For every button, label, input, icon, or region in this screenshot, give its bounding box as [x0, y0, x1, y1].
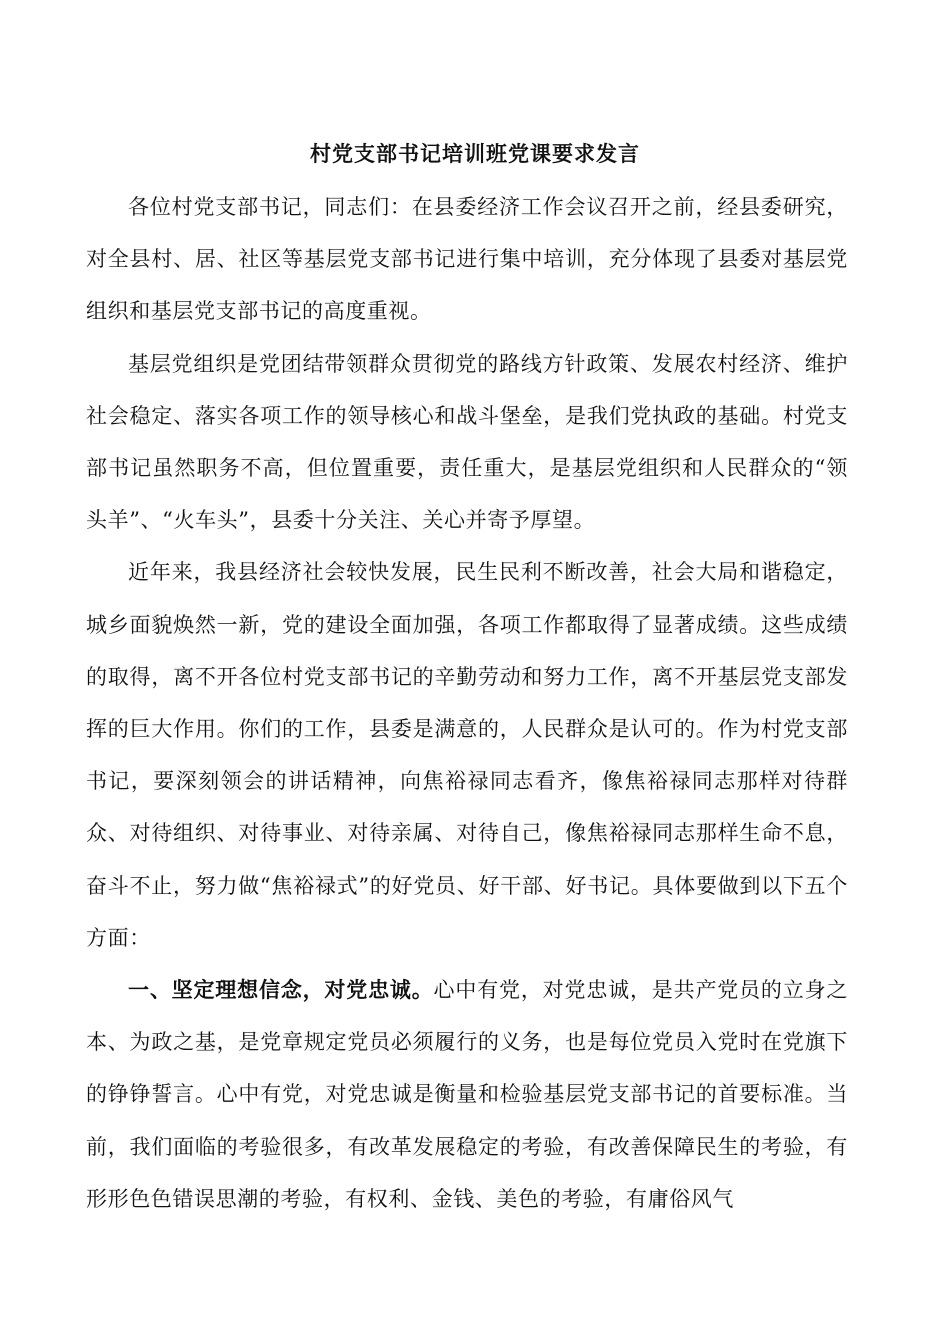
- section-one-text: 心中有党，对党忠诚，是共产党员的立身之本、为政之基，是党章规定党员必须履行的义务，也是每位党员入党时在党旗下的铮铮誓言。心中有党，对党忠诚是衡量和检验基层党支部书记的首要标准。当前，我们面临的考验很多，有改革发展稳定的考验，有改善保障民生的考验，有形形色色错误思潮的考验，有权利、金钱、美色的考验，有庸俗风气: [86, 978, 848, 1211]
- paragraph-achievements: 近年来，我县经济社会较快发展，民生民利不断改善，社会大局和谐稳定，城乡面貌焕然一新，党的建设全面加强，各项工作都取得了显著成绩。这些成绩的取得，离不开各位村党支部书记的辛勤劳动和努力工作，离不开基层党支部发挥的巨大作用。你们的工作，县委是满意的，人民群众是认可的。作为村党支部书记，要深刻领会的讲话精神，向焦裕禄同志看齐，像焦裕禄同志那样对待群众、对待组织、对待事业、对待亲属、对待自己，像焦裕禄同志那样生命不息，奋斗不止，努力做“焦裕禄式”的好党员、好干部、好书记。具体要做到以下五个方面：: [86, 560, 848, 950]
- paragraph-party-organization: 基层党组织是党团结带领群众贯彻党的路线方针政策、发展农村经济、维护社会稳定、落实各项工作的领导核心和战斗堡垒，是我们党执政的基础。村党支部书记虽然职务不高，但位置重要，责任重大，是基层党组织和人民群众的“领头羊”、“火车头”，县委十分关注、关心并寄予厚望。: [86, 351, 848, 533]
- document-body: [86, 181, 848, 1225]
- paragraph-greeting: 各位村党支部书记，同志们：在县委经济工作会议召开之前，经县委研究，对全县村、居、社区等基层党支部书记进行集中培训，充分体现了县委对基层党组织和基层党支部书记的高度重视。: [86, 195, 848, 324]
- section-one-heading: 一、坚定理想信念，对党忠诚。: [128, 977, 434, 1003]
- document-title: 村党支部书记培训班党课要求发言: [310, 141, 640, 166]
- paragraph-section-one: [86, 964, 848, 1225]
